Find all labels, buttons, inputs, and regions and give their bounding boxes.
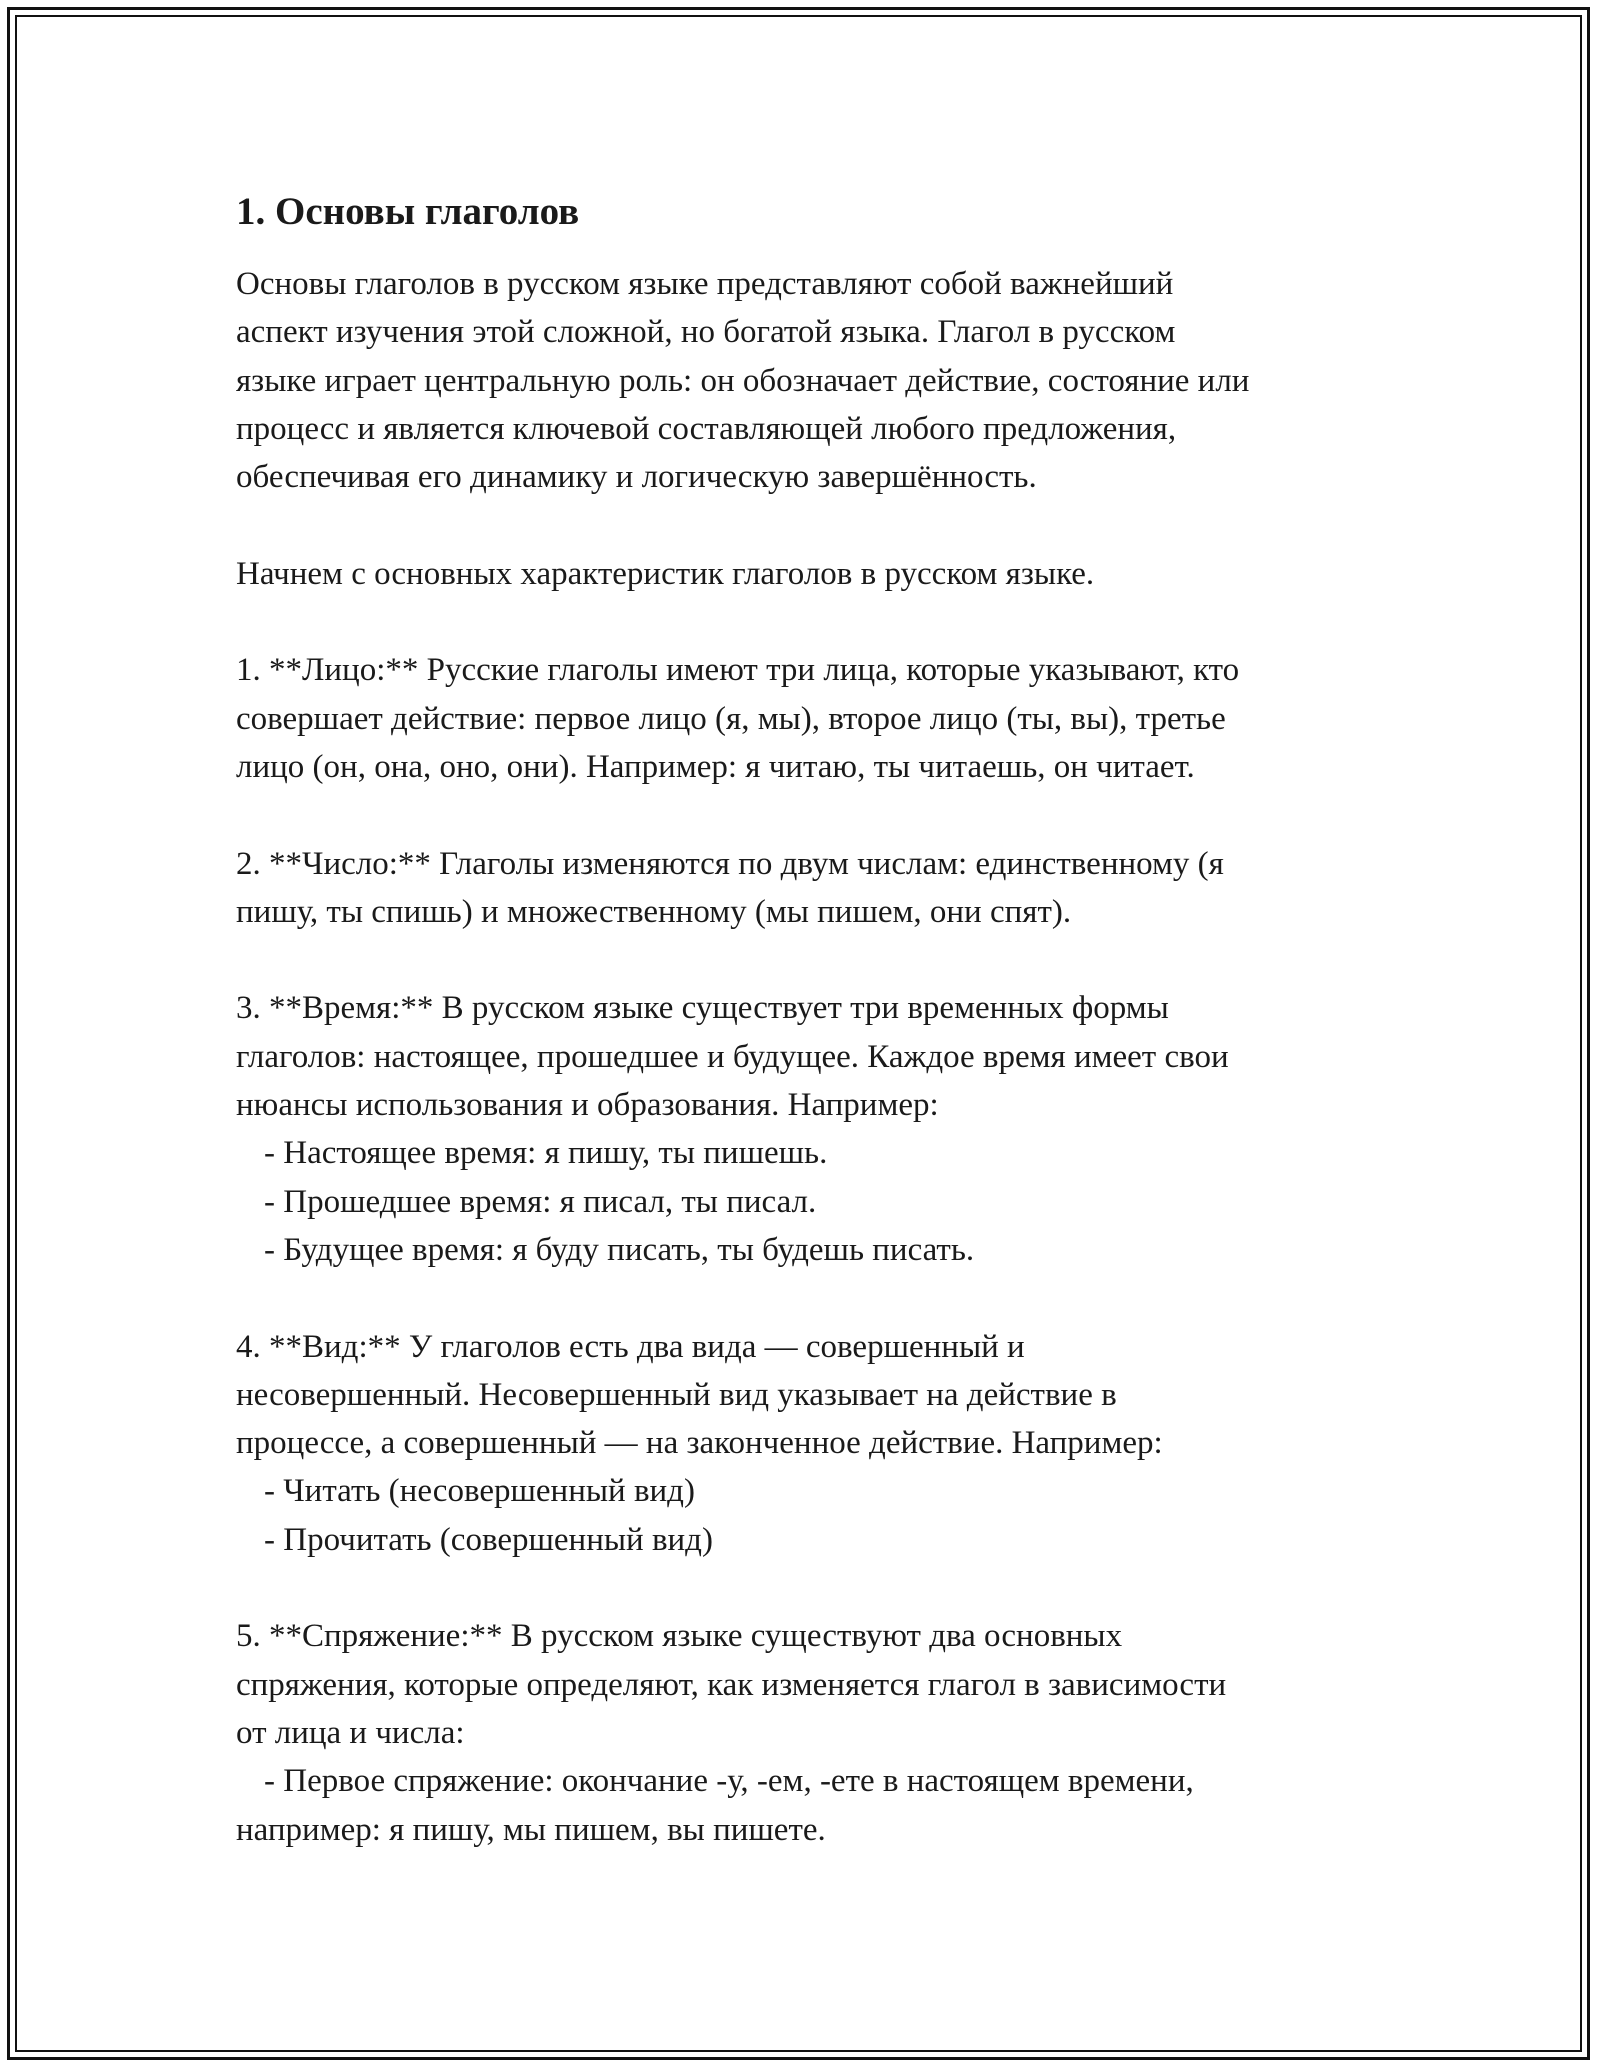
item-number xyxy=(236,840,1376,937)
paragraph-gap xyxy=(236,1274,1376,1322)
document-body xyxy=(236,188,1376,1854)
item-conjugation-example: - Первое спряжение: окончание -у, -ем, -ете в настоящем времени, xyxy=(264,1763,1194,1800)
lead-paragraph xyxy=(236,550,1376,598)
paragraph-gap xyxy=(236,791,1376,839)
lead-line: Начнем с основных характеристик глаголов в русском языке. xyxy=(236,555,1095,592)
item-tense-example: - Будущее время: я буду писать, ты будешь писать. xyxy=(264,1231,975,1268)
item-conjugation xyxy=(236,1612,1376,1853)
item-person-line: совершает действие: первое лицо (я, мы), второе лицо (ты, вы), третье xyxy=(236,700,1226,737)
paragraph-gap xyxy=(236,598,1376,646)
item-number-line: пишу, ты спишь) и множественному (мы пишем, они спят). xyxy=(236,893,1072,930)
paragraph-gap xyxy=(236,1564,1376,1612)
item-aspect-example: - Читать (несовершенный вид) xyxy=(264,1473,695,1510)
item-tense-line: глаголов: настоящее, прошедшее и будущее. Каждое время имеет свои xyxy=(236,1038,1229,1075)
item-aspect-example: - Прочитать (совершенный вид) xyxy=(264,1521,713,1558)
item-tense-line: нюансы использования и образования. Например: xyxy=(236,1087,939,1124)
intro-line: аспект изучения этой сложной, но богатой языка. Глагол в русском xyxy=(236,314,1176,351)
item-conjugation-line: 5. **Спряжение:** В русском языке существуют два основных xyxy=(236,1618,1123,1655)
paragraph-gap xyxy=(236,936,1376,984)
item-aspect xyxy=(236,1323,1376,1564)
item-person-line: 1. **Лицо:** Русские глаголы имеют три лица, которые указывают, кто xyxy=(236,652,1240,689)
item-conjugation-line: спряжения, которые определяют, как изменяется глагол в зависимости xyxy=(236,1666,1227,1703)
intro-paragraph xyxy=(236,260,1376,501)
item-tense-line: 3. **Время:** В русском языке существует три временных формы xyxy=(236,990,1169,1027)
item-person-line: лицо (он, она, оно, они). Например: я читаю, ты читаешь, он читает. xyxy=(236,748,1195,785)
item-aspect-line: процессе, а совершенный — на законченное действие. Например: xyxy=(236,1425,1163,1462)
intro-line: Основы глаголов в русском языке представляют собой важнейший xyxy=(236,266,1174,302)
intro-line: языке играет центральную роль: он обозначает действие, состояние или xyxy=(236,362,1250,399)
section-heading: 1. Основы глаголов xyxy=(236,190,580,233)
item-number-line: 2. **Число:** Глаголы изменяются по двум числам: единственному (я xyxy=(236,845,1224,882)
item-aspect-line: 4. **Вид:** У глаголов есть два вида — совершенный и xyxy=(236,1328,1025,1365)
item-aspect-line: несовершенный. Несовершенный вид указывает на действие в xyxy=(236,1376,1117,1413)
intro-line: процесс и является ключевой составляющей любого предложения, xyxy=(236,410,1177,447)
item-conjugation-line: от лица и числа: xyxy=(236,1714,465,1751)
item-tense-example: - Прошедшее время: я писал, ты писал. xyxy=(264,1183,817,1220)
intro-line: обеспечивая его динамику и логическую завершённость. xyxy=(236,459,1037,496)
item-person xyxy=(236,646,1376,791)
paragraph-gap xyxy=(236,501,1376,549)
item-tense-example: - Настоящее время: я пишу, ты пишешь. xyxy=(264,1135,828,1172)
item-conjugation-example-tail: например: я пишу, мы пишем, вы пишете. xyxy=(236,1811,826,1848)
item-tense xyxy=(236,984,1376,1274)
